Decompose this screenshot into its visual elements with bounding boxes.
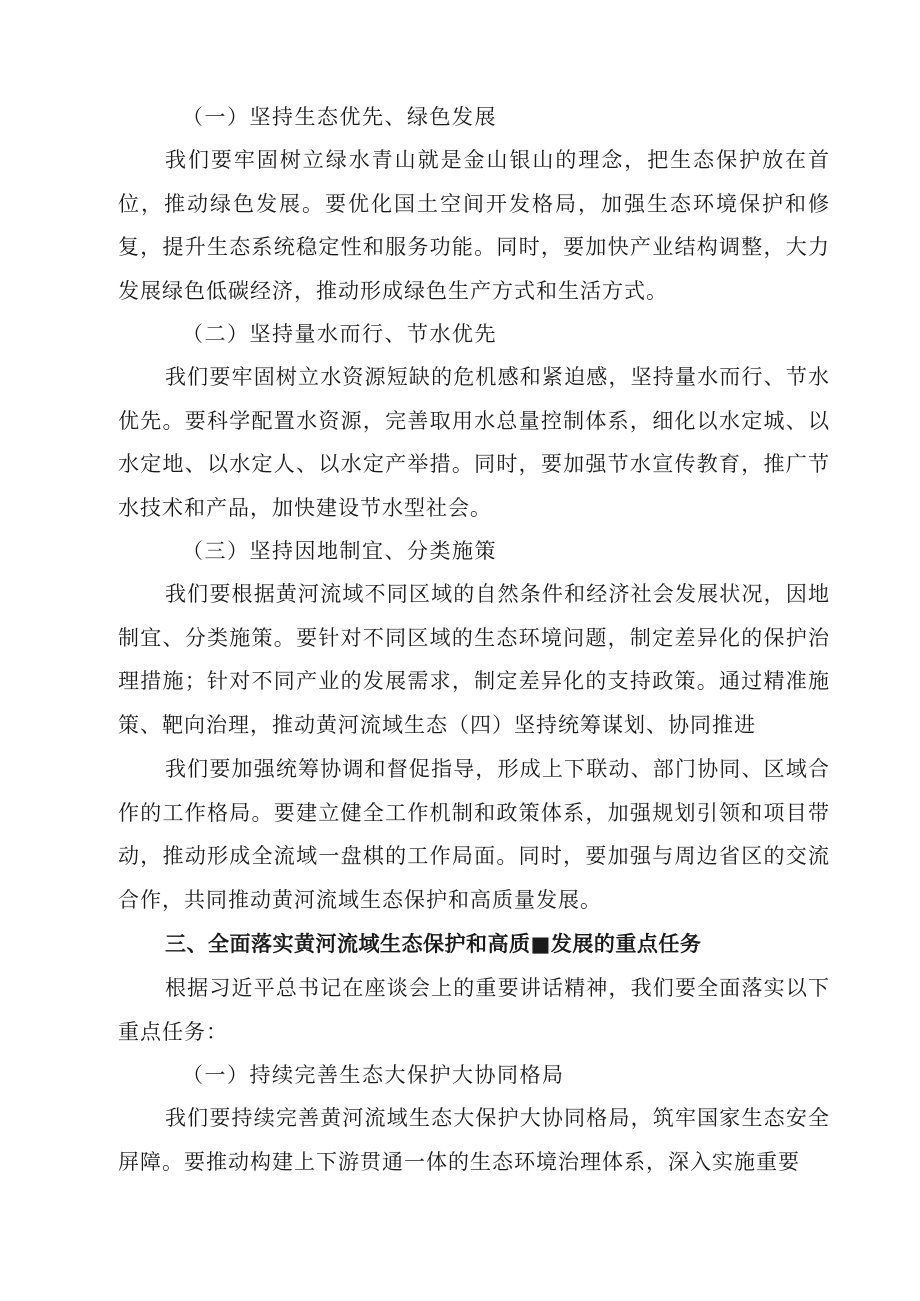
subheading-local-conditions: （三）坚持因地制宜、分类施策 xyxy=(182,539,497,563)
paragraph-key-tasks-intro: 根据习近平总书记在座谈会上的重要讲话精神，我们要全面落实以下重点任务： xyxy=(118,976,830,1044)
paragraph-protection-pattern: 我们要持续完善黄河流域生态大保护大协同格局，筑牢国家生态安全屏障。要推动构建上下游贯通一体的生态环境治理体系，深入实施重要 xyxy=(118,1106,830,1174)
subheading-ecology-first: （一）坚持生态优先、绿色发展 xyxy=(182,105,497,129)
document-body xyxy=(118,96,830,1184)
paragraph-coordination: 我们要加强统筹协调和督促指导，形成上下联动、部门协同、区域合作的工作格局。要建立健全工作机制和政策体系，加强规划引领和项目带动，推动形成全流域一盘棋的工作局面。同时，要加强与周边省区的交流合作，共同推动黄河流域生态保护和高质量发展。 xyxy=(118,757,830,912)
paragraph-water-resources: 我们要牢固树立水资源短缺的危机感和紧迫感，坚持量水而行、节水优先。要科学配置水资源，完善取用水总量控制体系，细化以水定城、以水定地、以水定人、以水定产举措。同时，要加强节水宣传教育，推广节水技术和产品，加快建设节水型社会。 xyxy=(118,365,830,520)
section-heading-key-tasks: 三、全面落实黄河流域生态保护和高质■发展的重点任务 xyxy=(165,932,702,956)
subheading-water-saving: （二）坚持量水而行、节水优先 xyxy=(182,322,497,346)
paragraph-classified-policy: 我们要根据黄河流域不同区域的自然条件和经济社会发展状况，因地制宜、分类施策。要针对不同区域的生态环境问题，制定差异化的保护治理措施；针对不同产业的发展需求，制定差异化的支持政策。通过精准施策、靶向治理，推动黄河流域生态（四）坚持统筹谋划、协同推进 xyxy=(118,582,830,737)
subheading-protection-pattern: （一）持续完善生态大保护大协同格局 xyxy=(182,1063,565,1087)
paragraph-green-development: 我们要牢固树立绿水青山就是金山银山的理念，把生态保护放在首位，推动绿色发展。要优化国土空间开发格局，加强生态环境保护和修复，提升生态系统稳定性和服务功能。同时，要加快产业结构调整，大力发展绿色低碳经济，推动形成绿色生产方式和生活方式。 xyxy=(118,148,830,303)
